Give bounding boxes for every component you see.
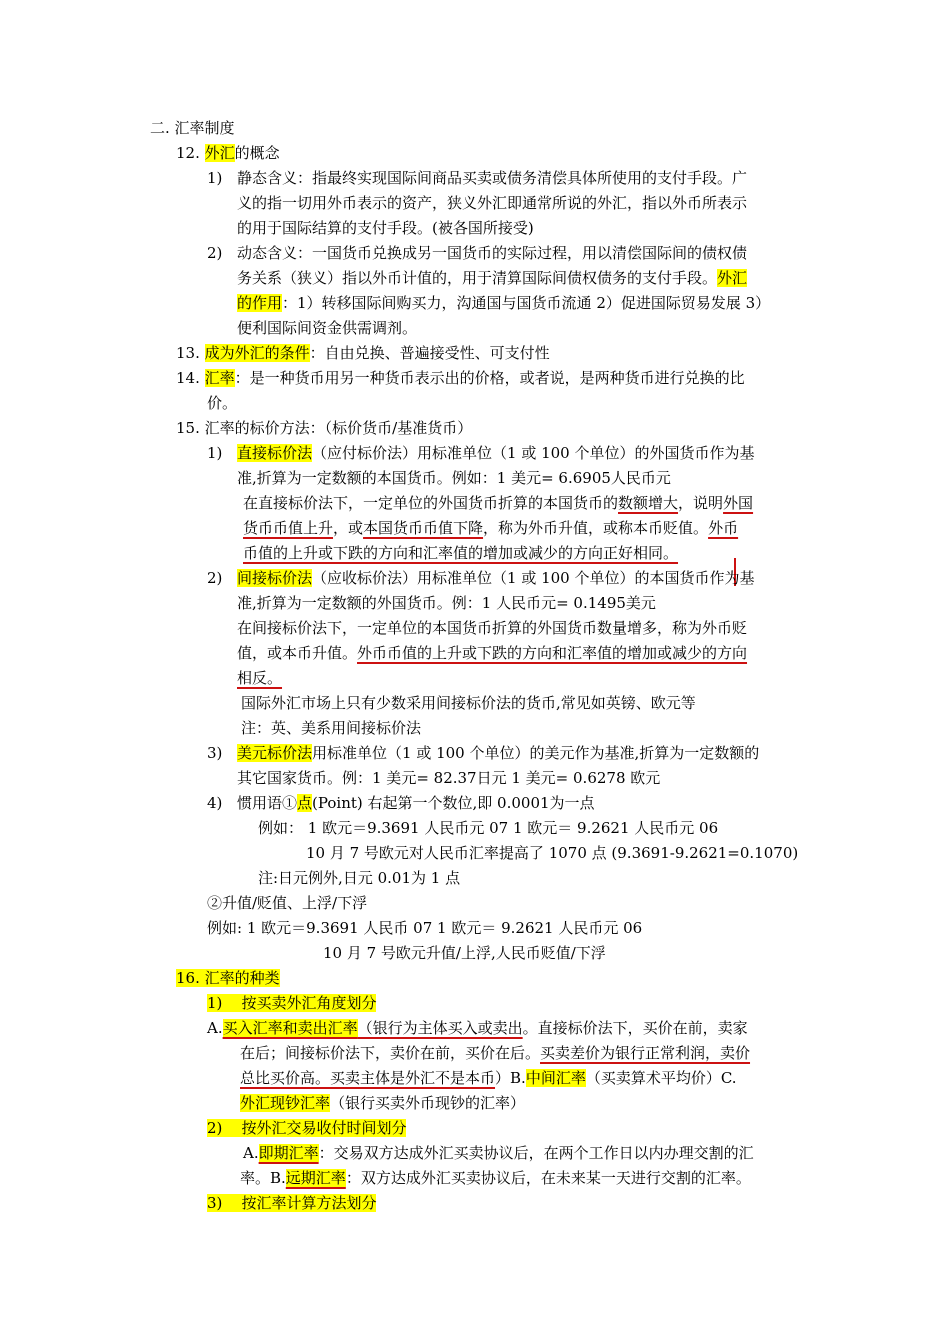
item-number: 15. — [176, 419, 200, 437]
text-run: （应付标价法）用标准单位（1 或 100 个单位）的外国货币作为基 — [312, 444, 755, 462]
paragraph-line — [243, 517, 738, 539]
section-heading: 二. 汇率制度 — [150, 119, 235, 137]
example-line: 例如： 1 欧元＝9.3691 人民币元 07 1 欧元＝ 9.2621 人民币元 06 — [258, 819, 719, 837]
paragraph-line: 义的指一切用外币表示的资产，狭义外汇即通常所说的外汇，指以外币所表示 — [237, 194, 748, 212]
paragraph-line — [243, 1142, 754, 1164]
paragraph-line — [237, 567, 755, 589]
text-run: 用标准单位（1 或 100 个单位）的美元作为基准,折算为一定数额的 — [312, 744, 760, 762]
paragraph-line — [237, 742, 759, 764]
highlight-term: 汇率 — [204, 369, 235, 387]
list-marker: 4) — [207, 794, 223, 812]
text-run: （银行买卖外币现钞的汇率） — [330, 1094, 526, 1112]
highlight-term: 直接标价法 — [237, 444, 313, 462]
highlight-term: 远期汇率 — [285, 1169, 346, 1187]
item-14 — [176, 367, 745, 389]
paragraph-line: 静态含义：指最终实现国际间商品买卖或债务清偿具体所使用的支付手段。广 — [237, 169, 748, 187]
heading-text: 的概念 — [234, 144, 280, 162]
text-run: (Point) 右起第一个数位,即 0.0001为一点 — [312, 794, 595, 812]
underlined-text: 数额增大 — [618, 494, 679, 512]
paragraph-line: ②升值/贬值、上浮/下浮 — [207, 894, 368, 912]
text-run: 值，或本币升值。 — [237, 644, 358, 662]
highlight-term: 中间汇率 — [525, 1069, 586, 1087]
underlined-text: 总比买价高。买卖主体是外汇不是本币 — [240, 1069, 496, 1087]
example-line: 10 月 7 号欧元升值/上浮,人民币贬值/下浮 — [323, 944, 606, 962]
highlight-term: 成为外汇的条件 — [204, 344, 310, 362]
paragraph-line — [237, 442, 755, 464]
text-run: 在后；间接标价法下，卖价在前，买价在后。 — [240, 1044, 541, 1062]
highlight-term: 美元标价法 — [237, 744, 313, 762]
underlined-text: 币值的上升或下跌的方向和汇率值的增加或减少的方向正好相同。 — [243, 544, 679, 562]
paragraph-line — [240, 1067, 737, 1089]
text-run: ，说明 — [678, 494, 724, 512]
underlined-text: 相反。 — [237, 669, 283, 687]
subheading — [207, 992, 376, 1014]
list-marker: 1) — [207, 169, 223, 187]
text-run: 务关系（狭义）指以外币计值的，用于清算国际间债权债务的支付手段。 — [237, 269, 718, 287]
list-marker: 1) — [207, 444, 223, 462]
highlight-term: 的作用 — [237, 294, 283, 312]
subheading — [207, 1192, 376, 1214]
paragraph-line: 动态含义：一国货币兑换成另一国货币的实际过程，用以清偿国际间的债权债 — [237, 244, 748, 262]
paragraph-line — [237, 292, 770, 314]
text-run: 。直接标价法下，买价在前，卖家 — [522, 1019, 748, 1037]
list-marker: 2) — [207, 244, 223, 262]
text-run: 惯用语① — [237, 794, 298, 812]
text-run: ：1）转移国际间购买力，沟通国与国货币流通 2）促进国际贸易发展 3） — [282, 294, 771, 312]
paragraph-line — [240, 1092, 525, 1114]
example-line: 10 月 7 号欧元对人民币汇率提高了 1070 点 (9.3691-9.2621=0.1070) — [306, 844, 799, 862]
highlight-term: 间接标价法 — [237, 569, 313, 587]
paragraph-line: 国际外汇市场上只有少数采用间接标价法的货币,常见如英镑、欧元等 — [241, 694, 696, 712]
subheading — [207, 1117, 406, 1139]
paragraph-line: 便利国际间资金供需调剂。 — [237, 319, 418, 337]
paragraph-line — [237, 792, 595, 814]
item-15-heading — [176, 417, 472, 439]
highlight-term: 外汇 — [204, 144, 235, 162]
underlined-text: 货币币值上升 — [243, 519, 334, 537]
item-number: 12. — [176, 144, 200, 162]
text-run: ，称为外币升值，或称本币贬值。 — [483, 519, 709, 537]
underlined-text: 本国货币币值下降 — [363, 519, 484, 537]
item-13 — [176, 342, 550, 364]
highlight-term: 买入汇率和卖出汇率 — [222, 1019, 358, 1037]
item-number: 13. — [176, 344, 200, 362]
text-run: （应收标价法）用标准单位（1 或 100 个单位）的本国货币作为基 — [312, 569, 755, 587]
highlight-term: 1) 按买卖外汇角度划分 — [207, 994, 377, 1012]
text-run: ：自由兑换、普遍接受性、可支付性 — [309, 344, 550, 362]
paragraph-line — [237, 267, 747, 289]
text-run: ，或 — [333, 519, 364, 537]
text-run: （买卖算术平均价）C. — [585, 1069, 737, 1087]
text-run: ：双方达成外汇买卖协议后，在未来某一天进行交割的汇率。 — [345, 1169, 751, 1187]
paragraph-line — [207, 1017, 748, 1039]
text-run: ：交易双方达成外汇买卖协议后，在两个工作日以内办理交割的汇 — [318, 1144, 754, 1162]
paragraph-line: 其它国家货币。例：1 美元= 82.37日元 1 美元= 0.6278 欧元 — [237, 769, 661, 787]
highlight-term: 点 — [297, 794, 313, 812]
highlight-term: 即期汇率 — [258, 1144, 319, 1162]
underlined-text: 外币币值的上升或下跌的方向和汇率值的增加或减少的方向 — [357, 644, 748, 662]
list-marker: 2) — [207, 569, 223, 587]
paragraph-line: 的用于国际结算的支付手段。(被各国所接受) — [237, 219, 534, 237]
underlined-text: 外国 — [723, 494, 754, 512]
underlined-text: 外币 — [708, 519, 739, 537]
paragraph-line: 在间接标价法下，一定单位的本国货币折算的外国货币数量增多，称为外币贬 — [237, 619, 748, 637]
highlight-term: 16. 汇率的种类 — [176, 969, 280, 987]
paragraph-line — [237, 667, 282, 689]
item-16-heading — [176, 967, 280, 989]
item-number: 14. — [176, 369, 200, 387]
item-12-heading — [176, 142, 280, 164]
paragraph-line — [237, 642, 747, 664]
text-run: ）B. — [495, 1069, 526, 1087]
highlight-term: 外汇 — [717, 269, 748, 287]
highlight-term: 3) 按汇率计算方法划分 — [207, 1194, 377, 1212]
text-run: ：是一种货币用另一种货币表示出的价格，或者说，是两种货币进行兑换的比 — [234, 369, 745, 387]
text-run: A. — [243, 1144, 259, 1162]
text-run: A. — [207, 1019, 223, 1037]
note-line: 注：英、美系用间接标价法 — [241, 719, 422, 737]
paragraph-line: 准,折算为一定数额的本国货币。例如：1 美元= 6.6905人民币元 — [237, 469, 671, 487]
paragraph-line — [240, 1042, 750, 1064]
paragraph-line — [243, 542, 678, 564]
underlined-text: （银行为主体买入或卖出 — [357, 1019, 523, 1037]
note-line: 注:日元例外,日元 0.01为 1 点 — [258, 869, 461, 887]
paragraph-line — [243, 492, 753, 514]
underlined-text: 买卖差价为银行正常利润，卖价 — [540, 1044, 751, 1062]
list-marker: 3) — [207, 744, 223, 762]
text-run: 在直接标价法下，一定单位的外国货币折算的本国货币的 — [243, 494, 619, 512]
paragraph-line: 准,折算为一定数额的外国货币。例：1 人民币元= 0.1495美元 — [237, 594, 656, 612]
paragraph-line: 价。 — [207, 394, 238, 412]
highlight-term: 2) 按外汇交易收付时间划分 — [207, 1119, 407, 1137]
heading-text: 汇率的标价方法：（标价货币/基准货币） — [204, 419, 473, 437]
example-line: 例如: 1 欧元＝9.3691 人民币 07 1 欧元＝ 9.2621 人民币元 06 — [207, 919, 643, 937]
text-run: 率。B. — [240, 1169, 286, 1187]
paragraph-line — [240, 1167, 751, 1189]
highlight-term: 外汇现钞汇率 — [240, 1094, 331, 1112]
